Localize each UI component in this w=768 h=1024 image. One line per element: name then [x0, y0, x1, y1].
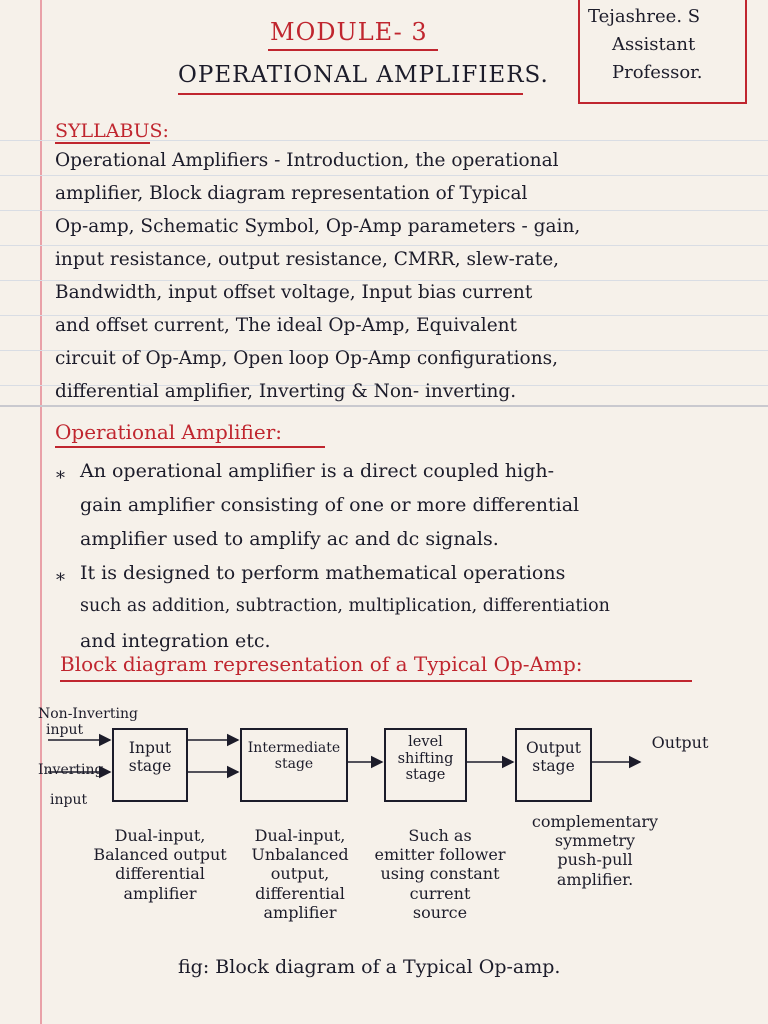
syllabus-line: and offset current, The ideal Op-Amp, Equivalent — [55, 315, 517, 336]
syllabus-line: circuit of Op-Amp, Open loop Op-Amp configurations, — [55, 348, 558, 369]
paragraph-line: An operational amplifier is a direct coupled high- — [80, 460, 555, 482]
figure-caption: fig: Block diagram of a Typical Op-amp. — [178, 956, 561, 978]
paragraph-line: such as addition, subtraction, multiplication, differentiation — [80, 596, 610, 616]
bullet-icon: * — [56, 570, 65, 591]
syllabus-line: differential amplifier, Inverting & Non- inverting. — [55, 381, 517, 402]
author-designation: Professor. — [612, 62, 703, 83]
paragraph-line: amplifier used to amplify ac and dc signals. — [80, 528, 499, 550]
paragraph-line: It is designed to perform mathematical operations — [80, 562, 566, 584]
syllabus-heading: SYLLABUS: — [55, 120, 169, 142]
page-subtitle: OPERATIONAL AMPLIFIERS. — [178, 62, 549, 88]
page-title: MODULE- 3 — [270, 18, 428, 46]
paragraph-line: gain amplifier consisting of one or more differential — [80, 494, 580, 516]
section-heading: Operational Amplifier: — [55, 420, 283, 444]
level-shifting-stage-label: level shifting stage — [397, 734, 454, 784]
paragraph-line: and integration etc. — [80, 630, 271, 652]
syllabus-line: input resistance, output resistance, CMRR, slew-rate, — [55, 249, 560, 270]
block-diagram-heading: Block diagram representation of a Typical Op-Amp: — [60, 652, 583, 676]
input-stage-description: Dual-input, Balanced output differential amplifier — [93, 826, 227, 903]
output-stage-description: complementary symmetry push-pull amplifier. — [531, 812, 659, 889]
syllabus-line: amplifier, Block diagram representation of Typical — [55, 183, 528, 204]
non-inverting-input-label: input — [46, 722, 84, 738]
syllabus-line: Op-amp, Schematic Symbol, Op-Amp parameters - gain, — [55, 216, 581, 237]
intermediate-stage-label: Intermediate stage — [247, 740, 341, 773]
level-shifting-stage-description: Such as emitter follower using constant current source — [374, 826, 506, 922]
bullet-icon: * — [56, 468, 65, 489]
inverting-input-label: input — [50, 792, 88, 808]
output-stage-label: Output stage — [525, 739, 582, 775]
author-designation: Assistant — [612, 34, 696, 55]
input-stage-label: Input stage — [128, 739, 172, 775]
syllabus-line: Bandwidth, input offset voltage, Input bias current — [55, 282, 533, 303]
author-name: Tejashree. S — [588, 6, 701, 27]
syllabus-line: Operational Amplifiers - Introduction, the operational — [55, 150, 559, 171]
output-label: Output — [651, 733, 709, 752]
intermediate-stage-description: Dual-input, Unbalanced output, differential amplifier — [251, 826, 349, 922]
inverting-input-label: Inverting — [38, 762, 104, 778]
non-inverting-input-label: Non-Inverting — [38, 706, 138, 722]
